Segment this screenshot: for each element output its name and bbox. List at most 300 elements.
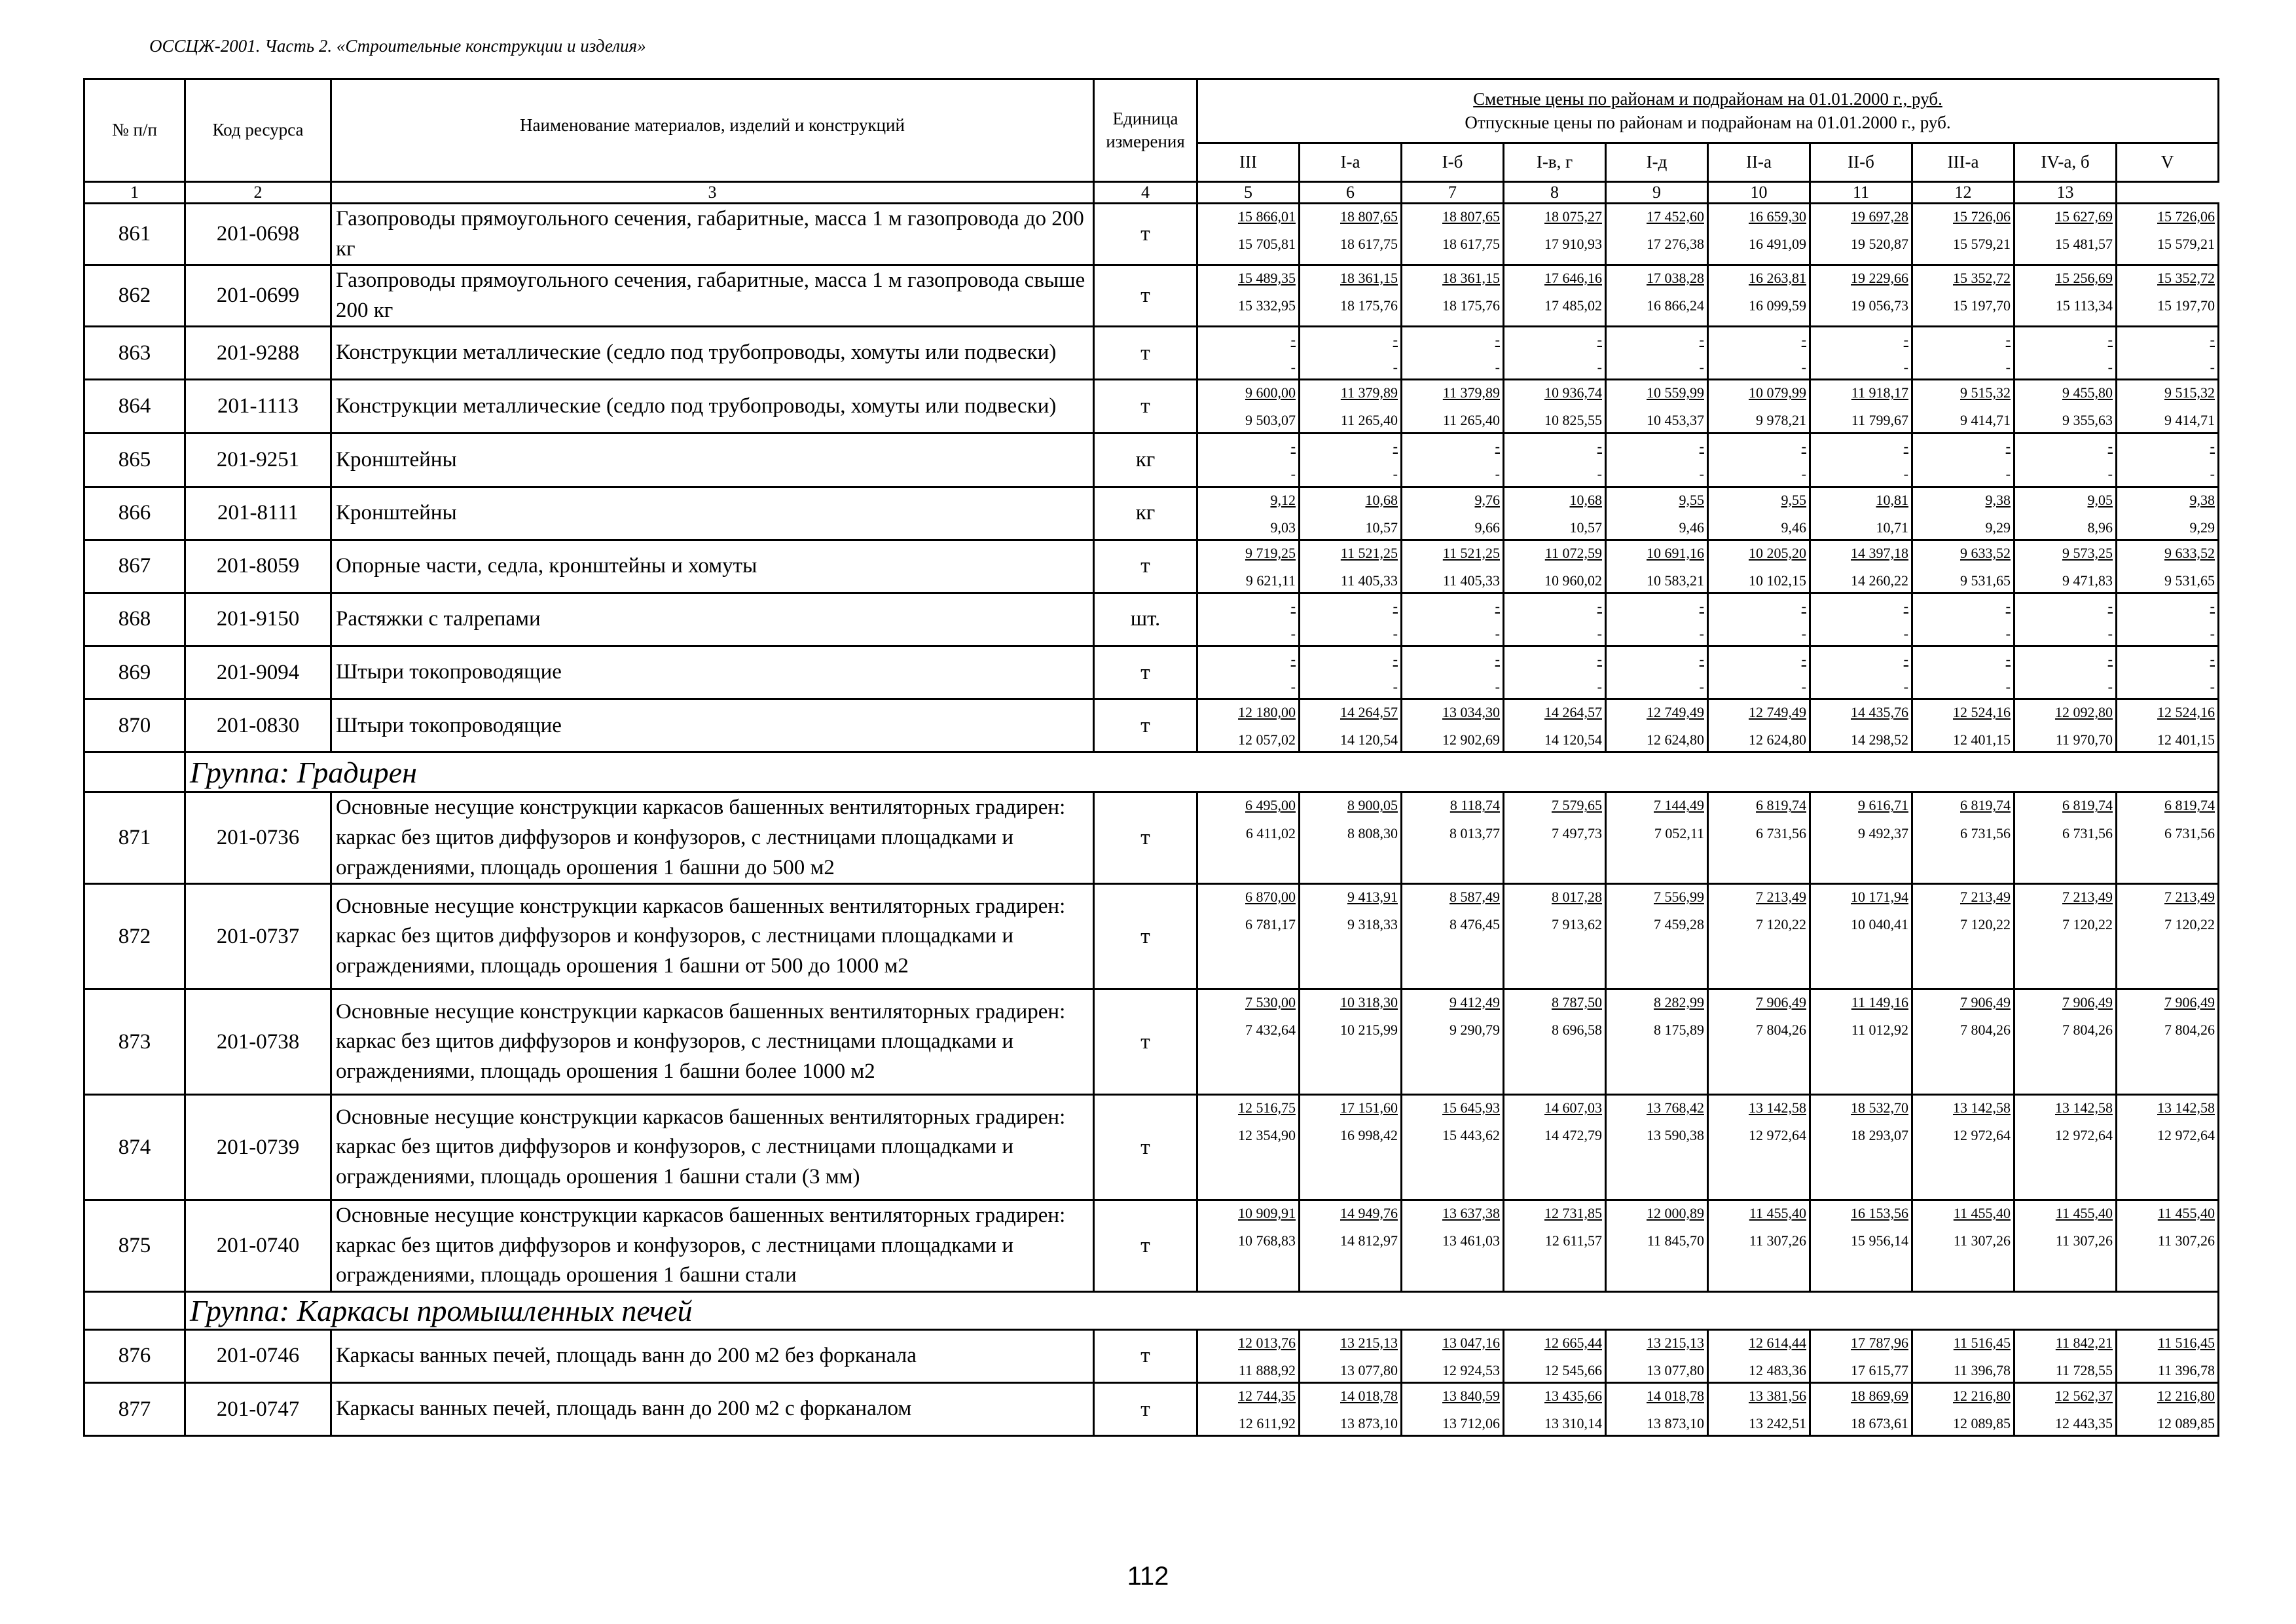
- selling-price: 8 175,89: [1654, 1022, 1704, 1039]
- price-cell: [1810, 1329, 1912, 1382]
- estimated-price: 11 521,25: [1340, 544, 1398, 561]
- price-cell: [1810, 1095, 1912, 1200]
- estimated-price: -: [1903, 651, 1908, 668]
- selling-price: 17 910,93: [1544, 236, 1602, 253]
- price-cell: [1912, 884, 2014, 989]
- selling-price: 11 265,40: [1340, 412, 1398, 429]
- estimated-price: -: [1290, 438, 1296, 455]
- row-number: 863: [84, 327, 185, 380]
- price-cell: [2117, 265, 2219, 327]
- row-number: 874: [84, 1095, 185, 1200]
- row-number: 865: [84, 434, 185, 487]
- unit: кг: [1094, 434, 1197, 487]
- price-cell: [1912, 540, 2014, 593]
- price-cell: [2014, 989, 2117, 1095]
- estimated-price: 14 607,03: [1544, 1099, 1602, 1116]
- price-cell: [1912, 434, 2014, 487]
- estimated-price: 9,55: [1781, 491, 1806, 508]
- price-cell: [2014, 380, 2117, 434]
- estimated-price: 12 562,37: [2055, 1388, 2113, 1404]
- material-name: Штыри токопроводящие: [331, 699, 1094, 752]
- price-cell: [1912, 699, 2014, 752]
- estimated-price: 8 017,28: [1552, 889, 1602, 906]
- selling-price: 12 902,69: [1442, 731, 1500, 748]
- material-name: Опорные части, седла, кронштейны и хомуты: [331, 540, 1094, 593]
- price-cell: [1810, 1383, 1912, 1436]
- column-number: 11: [1810, 182, 1912, 204]
- price-cell: [1197, 1200, 1300, 1292]
- selling-price: 15 579,21: [2157, 236, 2215, 253]
- price-cell: [1606, 487, 1708, 540]
- material-name: Газопроводы прямоугольного сечения, габаритные, масса 1 м газопровода до 200 кг: [331, 204, 1094, 265]
- estimated-price: 16 263,81: [1749, 270, 1806, 287]
- selling-price: 7 120,22: [1756, 916, 1806, 933]
- selling-price: -: [2005, 359, 2011, 376]
- selling-price: 18 175,76: [1442, 297, 1500, 314]
- selling-price: 12 611,92: [1238, 1415, 1296, 1432]
- price-cell: [1300, 1200, 1402, 1292]
- estimated-price: 7 144,49: [1654, 797, 1704, 814]
- resource-code: 201-0698: [185, 204, 331, 265]
- selling-price: 7 120,22: [1960, 916, 2011, 933]
- price-cell: [1402, 540, 1504, 593]
- estimated-price: 7 906,49: [1756, 994, 1806, 1011]
- price-cell: [1810, 989, 1912, 1095]
- price-cell: [1197, 204, 1300, 265]
- selling-price: 13 873,10: [1647, 1415, 1704, 1432]
- price-cell: [1606, 265, 1708, 327]
- selling-price: 9,46: [1679, 519, 1704, 536]
- selling-price: 11 307,26: [2157, 1232, 2215, 1249]
- selling-price: 18 617,75: [1442, 236, 1500, 253]
- price-cell: [2014, 1329, 2117, 1382]
- selling-price: -: [1393, 359, 1398, 376]
- row-number: 875: [84, 1200, 185, 1292]
- resource-code: 201-0699: [185, 265, 331, 327]
- price-cell: [1810, 593, 1912, 646]
- row-number: 871: [84, 792, 185, 884]
- price-cell: [1810, 792, 1912, 884]
- price-cell: [2117, 434, 2219, 487]
- selling-price: 9 531,65: [2164, 572, 2215, 589]
- price-cell: [1300, 265, 1402, 327]
- price-cell: [1708, 487, 1810, 540]
- table-row: [84, 646, 2219, 699]
- estimated-price: 15 352,72: [2157, 270, 2215, 287]
- selling-price: -: [1903, 466, 1908, 483]
- estimated-price: 18 807,65: [1340, 208, 1398, 225]
- price-cell: [1606, 699, 1708, 752]
- selling-price: 9 414,71: [1960, 412, 2011, 429]
- estimated-price: -: [2210, 331, 2215, 348]
- price-cell: [1402, 265, 1504, 327]
- unit: т: [1094, 1383, 1197, 1436]
- table-row: [84, 204, 2219, 265]
- selling-price: -: [1801, 678, 1806, 695]
- price-cell: [1708, 884, 1810, 989]
- estimated-price: 14 264,57: [1340, 704, 1398, 721]
- group-row: [84, 752, 2219, 792]
- row-number: 866: [84, 487, 185, 540]
- column-number: 3: [331, 182, 1094, 204]
- selling-price: 10 102,15: [1749, 572, 1806, 589]
- price-cell: [1504, 884, 1606, 989]
- price-cell: [1708, 540, 1810, 593]
- estimated-price: 6 819,74: [1960, 797, 2011, 814]
- price-cell: [1300, 884, 1402, 989]
- column-number: 9: [1606, 182, 1708, 204]
- selling-price: -: [1290, 359, 1296, 376]
- estimated-price: 15 256,69: [2055, 270, 2113, 287]
- price-cell: [1197, 487, 1300, 540]
- price-cell: [1606, 1383, 1708, 1436]
- selling-price: 12 972,64: [2055, 1127, 2113, 1144]
- selling-price: -: [1290, 678, 1296, 695]
- selling-price: 14 812,97: [1340, 1232, 1398, 1249]
- row-number: 873: [84, 989, 185, 1095]
- price-cell: [2117, 646, 2219, 699]
- estimated-price: 12 524,16: [1953, 704, 2011, 721]
- price-cell: [2014, 540, 2117, 593]
- price-cell: [1708, 204, 1810, 265]
- price-cell: [1504, 646, 1606, 699]
- estimated-price: 18 361,15: [1442, 270, 1500, 287]
- price-cell: [2117, 1383, 2219, 1436]
- selling-price: 15 197,70: [1953, 297, 2011, 314]
- price-cell: [1912, 1095, 2014, 1200]
- estimated-price: -: [2107, 597, 2113, 614]
- resource-code: 201-0830: [185, 699, 331, 752]
- selling-price: 12 443,35: [2055, 1415, 2113, 1432]
- price-cell: [1810, 265, 1912, 327]
- estimated-price: 14 949,76: [1340, 1205, 1398, 1222]
- price-cell: [1606, 1095, 1708, 1200]
- selling-price: 11 396,78: [1953, 1361, 2011, 1378]
- material-name: Штыри токопроводящие: [331, 646, 1094, 699]
- row-number: 876: [84, 1329, 185, 1382]
- price-cell: [2117, 593, 2219, 646]
- estimated-price: 13 047,16: [1442, 1334, 1500, 1351]
- estimated-price: 12 216,80: [2157, 1388, 2215, 1404]
- price-cell: [2117, 792, 2219, 884]
- estimated-price: 11 842,21: [2055, 1334, 2113, 1351]
- selling-price: -: [2107, 359, 2113, 376]
- estimated-price: -: [1393, 597, 1398, 614]
- price-cell: [1810, 1200, 1912, 1292]
- estimated-price: 9,55: [1679, 491, 1704, 508]
- selling-price: 11 307,26: [1749, 1232, 1806, 1249]
- price-cell: [2014, 884, 2117, 989]
- header-region-3: I-б: [1402, 143, 1504, 182]
- selling-price: 15 705,81: [1238, 236, 1296, 253]
- group-spacer: [84, 752, 185, 792]
- selling-price: 12 624,80: [1647, 731, 1704, 748]
- estimated-price: -: [1699, 438, 1704, 455]
- price-cell: [1197, 699, 1300, 752]
- selling-price: 9 355,63: [2062, 412, 2113, 429]
- price-cell: [1810, 434, 1912, 487]
- estimated-price: 13 142,58: [2157, 1099, 2215, 1116]
- price-cell: [1197, 1095, 1300, 1200]
- estimated-price: 6 819,74: [2164, 797, 2215, 814]
- header-name: Наименование материалов, изделий и конструкций: [331, 79, 1094, 182]
- price-cell: [2014, 204, 2117, 265]
- estimated-price: 9 719,25: [1245, 544, 1296, 561]
- estimated-price: 14 264,57: [1544, 704, 1602, 721]
- price-cell: [1912, 593, 2014, 646]
- price-cell: [1300, 487, 1402, 540]
- estimated-price: 11 149,16: [1851, 994, 1908, 1011]
- estimated-price: 11 455,40: [2157, 1205, 2215, 1222]
- estimated-price: -: [1903, 438, 1908, 455]
- header-region-5: I-д: [1606, 143, 1708, 182]
- estimated-price: 9 515,32: [1960, 384, 2011, 401]
- estimated-price: 12 744,35: [1238, 1388, 1296, 1404]
- estimated-price: -: [1495, 438, 1500, 455]
- estimated-price: 9 600,00: [1245, 384, 1296, 401]
- price-cell: [1606, 646, 1708, 699]
- selling-price: 15 579,21: [1953, 236, 2011, 253]
- price-cell: [2014, 487, 2117, 540]
- estimated-price: 10 936,74: [1544, 384, 1602, 401]
- selling-price: 9 531,65: [1960, 572, 2011, 589]
- price-cell: [1504, 204, 1606, 265]
- estimated-price: -: [1495, 597, 1500, 614]
- price-cell: [1912, 327, 2014, 380]
- column-number: 4: [1094, 182, 1197, 204]
- estimated-price: 7 906,49: [2062, 994, 2113, 1011]
- estimated-price: 10,81: [1876, 491, 1908, 508]
- estimated-price: 10 079,99: [1749, 384, 1806, 401]
- unit: т: [1094, 792, 1197, 884]
- selling-price: 11 405,33: [1340, 572, 1398, 589]
- selling-price: 6 731,56: [2164, 824, 2215, 841]
- estimated-price: 18 075,27: [1544, 208, 1602, 225]
- selling-price: 18 293,07: [1851, 1127, 1908, 1144]
- price-cell: [2014, 1095, 2117, 1200]
- price-cell: [1708, 593, 1810, 646]
- row-number: 870: [84, 699, 185, 752]
- price-cell: [1810, 487, 1912, 540]
- price-cell: [1504, 699, 1606, 752]
- selling-price: 13 310,14: [1544, 1415, 1602, 1432]
- price-cell: [1504, 540, 1606, 593]
- estimated-price: 9 616,71: [1858, 797, 1908, 814]
- price-cell: [1810, 327, 1912, 380]
- estimated-price: -: [1597, 597, 1602, 614]
- estimated-price: 11 918,17: [1851, 384, 1908, 401]
- table-row: [84, 327, 2219, 380]
- selling-price: 11 728,55: [2055, 1361, 2113, 1378]
- row-number: 867: [84, 540, 185, 593]
- selling-price: 11 970,70: [2055, 731, 2113, 748]
- estimated-price: 16 153,56: [1851, 1205, 1908, 1222]
- selling-price: 11 396,78: [2157, 1361, 2215, 1378]
- price-cell: [2117, 884, 2219, 989]
- selling-price: 12 624,80: [1749, 731, 1806, 748]
- price-cell: [1197, 327, 1300, 380]
- estimated-price: 9 515,32: [2164, 384, 2215, 401]
- material-name: Основные несущие конструкции каркасов башенных вентиляторных градирен: каркас без щитов диффузоров и конфузоров, с лестницами площадками и ограждениями, площадь орошения 1 башни стали: [331, 1200, 1094, 1292]
- estimated-price: 17 038,28: [1647, 270, 1704, 287]
- selling-price: 6 781,17: [1245, 916, 1296, 933]
- estimated-price: -: [2107, 438, 2113, 455]
- selling-price: -: [2210, 466, 2215, 483]
- estimated-price: 11 516,45: [1953, 1334, 2011, 1351]
- estimated-price: 7 213,49: [1756, 889, 1806, 906]
- row-number: 868: [84, 593, 185, 646]
- price-cell: [1300, 434, 1402, 487]
- price-cell: [1810, 884, 1912, 989]
- price-cell: [1504, 1200, 1606, 1292]
- estimated-price: 12 092,80: [2055, 704, 2113, 721]
- price-cell: [2117, 204, 2219, 265]
- price-cell: [1197, 646, 1300, 699]
- estimated-price: -: [1597, 438, 1602, 455]
- selling-price: -: [2005, 678, 2011, 695]
- estimated-price: 18 869,69: [1851, 1388, 1908, 1404]
- estimated-price: 6 870,00: [1245, 889, 1296, 906]
- unit: т: [1094, 646, 1197, 699]
- price-cell: [1810, 380, 1912, 434]
- selling-price: 7 804,26: [2062, 1022, 2113, 1039]
- price-cell: [1402, 884, 1504, 989]
- column-number: 1: [84, 182, 185, 204]
- selling-price: 9,46: [1781, 519, 1806, 536]
- price-cell: [1708, 699, 1810, 752]
- price-cell: [1300, 989, 1402, 1095]
- selling-price: 10 583,21: [1647, 572, 1704, 589]
- estimated-price: 10 691,16: [1647, 544, 1704, 561]
- estimated-price: 11 455,40: [1749, 1205, 1806, 1222]
- estimated-price: 9,12: [1270, 491, 1296, 508]
- price-cell: [2117, 540, 2219, 593]
- selling-price: 12 401,15: [2157, 731, 2215, 748]
- estimated-price: -: [1495, 331, 1500, 348]
- column-number: 6: [1300, 182, 1402, 204]
- estimated-price: 12 665,44: [1544, 1334, 1602, 1351]
- selling-price: 13 712,06: [1442, 1415, 1500, 1432]
- unit: шт.: [1094, 593, 1197, 646]
- selling-price: 13 077,80: [1340, 1361, 1398, 1378]
- price-cell: [1708, 1200, 1810, 1292]
- selling-price: 7 804,26: [2164, 1022, 2215, 1039]
- estimated-price: -: [1290, 331, 1296, 348]
- header-unit: Единица измерения: [1094, 79, 1197, 182]
- price-cell: [1810, 646, 1912, 699]
- estimated-price: -: [1699, 597, 1704, 614]
- estimated-price: 15 645,93: [1442, 1099, 1500, 1116]
- estimated-price: -: [1801, 597, 1806, 614]
- estimated-price: 12 516,75: [1238, 1099, 1296, 1116]
- table-row: [84, 792, 2219, 884]
- selling-price: 19 520,87: [1851, 236, 1908, 253]
- column-number: 5: [1197, 182, 1300, 204]
- estimated-price: 9 633,52: [2164, 544, 2215, 561]
- estimated-price: -: [2005, 597, 2011, 614]
- price-cell: [1402, 699, 1504, 752]
- price-cell: [1197, 792, 1300, 884]
- selling-price: 8 808,30: [1347, 824, 1398, 841]
- resource-code: 201-0746: [185, 1329, 331, 1382]
- price-cell: [2014, 646, 2117, 699]
- price-cell: [1606, 1329, 1708, 1382]
- header-row: [84, 79, 2219, 143]
- estimated-price: 13 768,42: [1647, 1099, 1704, 1116]
- selling-price: 12 089,85: [2157, 1415, 2215, 1432]
- selling-price: 12 089,85: [1953, 1415, 2011, 1432]
- selling-price: 14 120,54: [1340, 731, 1398, 748]
- selling-price: 16 491,09: [1749, 236, 1806, 253]
- column-number: 8: [1504, 182, 1606, 204]
- selling-price: 11 307,26: [1953, 1232, 2011, 1249]
- price-cell: [1504, 792, 1606, 884]
- price-cell: [1708, 646, 1810, 699]
- material-name: Конструкции металлические (седло под трубопроводы, хомуты или подвески): [331, 327, 1094, 380]
- selling-price: -: [1495, 466, 1500, 483]
- estimated-price: -: [1903, 331, 1908, 348]
- selling-price: 14 472,79: [1544, 1127, 1602, 1144]
- price-cell: [1402, 327, 1504, 380]
- selling-price: -: [2210, 678, 2215, 695]
- estimated-price: 11 516,45: [2157, 1334, 2215, 1351]
- price-cell: [1402, 1095, 1504, 1200]
- price-cell: [2014, 434, 2117, 487]
- estimated-price: 14 435,76: [1851, 704, 1908, 721]
- price-cell: [2117, 1200, 2219, 1292]
- price-cell: [1912, 989, 2014, 1095]
- selling-price: -: [1801, 466, 1806, 483]
- group-title: Группа: Градирен: [185, 752, 2219, 792]
- selling-price: 7 913,62: [1552, 916, 1602, 933]
- price-cell: [1708, 380, 1810, 434]
- resource-code: 201-0736: [185, 792, 331, 884]
- estimated-price: 11 455,40: [1953, 1205, 2011, 1222]
- price-cell: [1402, 593, 1504, 646]
- selling-price: 11 799,67: [1851, 412, 1908, 429]
- estimated-price: 12 614,44: [1749, 1334, 1806, 1351]
- estimated-price: -: [2210, 651, 2215, 668]
- price-cell: [1402, 434, 1504, 487]
- estimated-price: 12 524,16: [2157, 704, 2215, 721]
- resource-code: 201-8111: [185, 487, 331, 540]
- selling-price: 13 873,10: [1340, 1415, 1398, 1432]
- resource-code: 201-9094: [185, 646, 331, 699]
- selling-price: 10,71: [1876, 519, 1908, 536]
- estimated-price: 8 118,74: [1449, 797, 1500, 814]
- material-name: Основные несущие конструкции каркасов башенных вентиляторных градирен: каркас без щитов диффузоров и конфузоров, с лестницами площадками и ограждениями, площадь орошения 1 башни от 500 до 1000 м2: [331, 884, 1094, 989]
- selling-price: -: [2107, 678, 2113, 695]
- table-row: [84, 1383, 2219, 1436]
- selling-price: 10 825,55: [1544, 412, 1602, 429]
- estimated-price: -: [1597, 651, 1602, 668]
- estimated-price: 8 282,99: [1654, 994, 1704, 1011]
- column-number-row: [84, 182, 2219, 204]
- selling-price: -: [1597, 678, 1602, 695]
- price-cell: [2117, 487, 2219, 540]
- selling-price: 9 621,11: [1245, 572, 1296, 589]
- header-region-9: IV-а, б: [2014, 143, 2117, 182]
- estimated-price: -: [2210, 597, 2215, 614]
- estimated-price: 10,68: [1569, 491, 1602, 508]
- selling-price: 16 998,42: [1340, 1127, 1398, 1144]
- selling-price: 12 545,66: [1544, 1361, 1602, 1378]
- selling-price: -: [1699, 625, 1704, 642]
- table-row: [84, 593, 2219, 646]
- estimated-price: 7 530,00: [1245, 994, 1296, 1011]
- selling-price: 10 453,37: [1647, 412, 1704, 429]
- estimated-price: 15 866,01: [1238, 208, 1296, 225]
